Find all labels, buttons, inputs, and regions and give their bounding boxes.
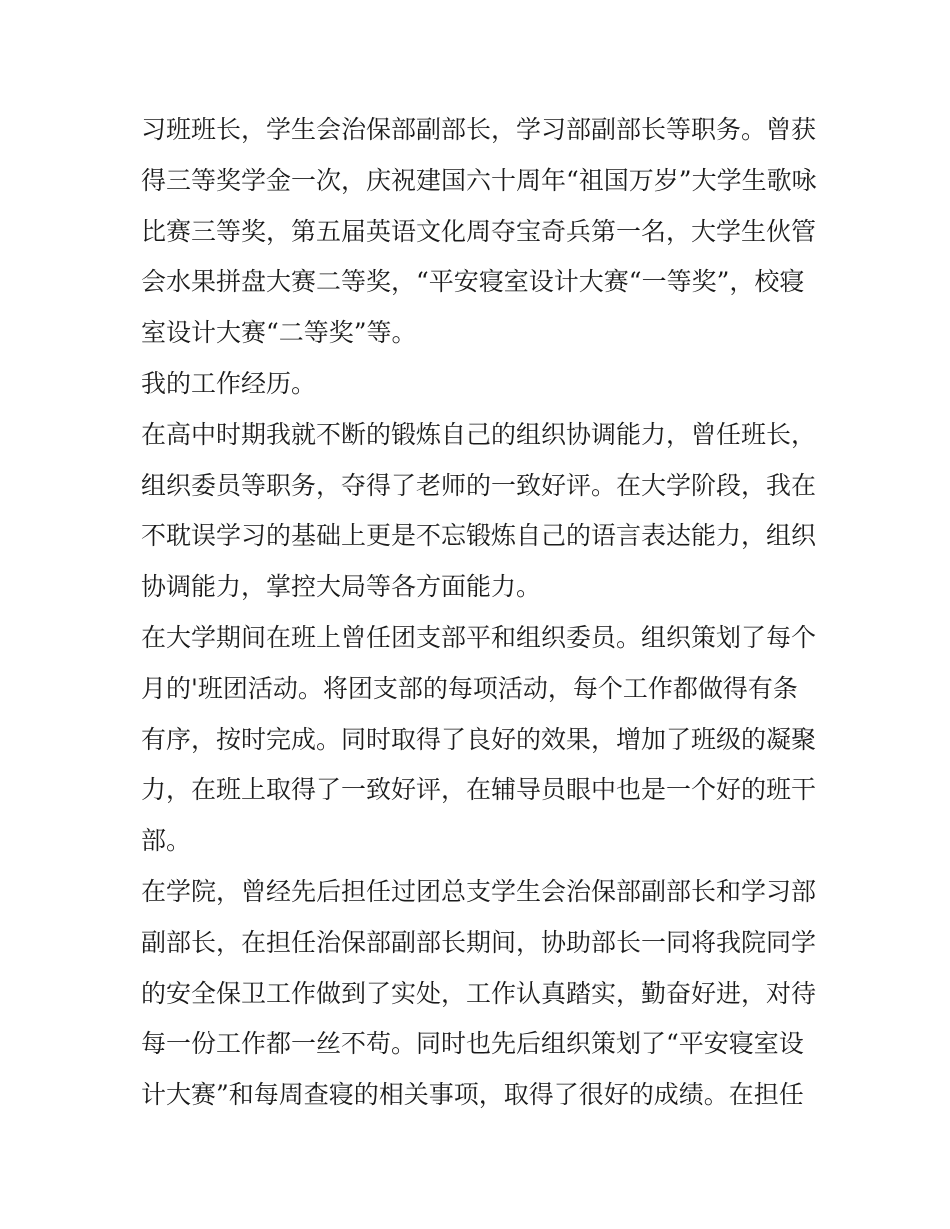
text-line-16: 在学院，曾经先后担任过团总支学生会治保部副部长和学习部 [141, 876, 817, 906]
text-line-13: 有序，按时完成。同时取得了良好的效果，增加了班级的凝聚 [141, 724, 817, 754]
text-line-11: 在大学期间在班上曾任团支部平和组织委员。组织策划了每个 [141, 622, 817, 652]
text-line-3: 比赛三等奖，第五届英语文化周夺宝奇兵第一名，大学生伙管 [141, 216, 817, 246]
text-line-5: 室设计大赛“二等奖”等。 [141, 318, 417, 348]
text-line-15: 部。 [141, 826, 192, 856]
text-line-7: 在高中时期我就不断的锻炼自己的组织协调能力，曾任班长， [141, 419, 817, 449]
document-body-text [141, 105, 821, 1121]
text-line-2: 得三等奖学金一次，庆祝建国六十周年“祖国万岁”大学生歌咏 [141, 165, 817, 195]
text-line-12: 月的'班团活动。将团支部的每项活动，每个工作都做得有条 [141, 673, 798, 703]
text-line-18: 的安全保卫工作做到了实处，工作认真踏实，勤奋好进，对待 [141, 978, 817, 1008]
text-line-17: 副部长，在担任治保部副部长期间，协助部长一同将我院同学 [141, 927, 817, 957]
text-line-10: 协调能力，掌控大局等各方面能力。 [141, 572, 542, 602]
text-line-20: 计大赛”和每周查寝的相关事项，取得了很好的成绩。在担任 [141, 1080, 804, 1110]
text-line-9: 不耽误学习的基础上更是不忘锻炼自己的语言表达能力，组织 [141, 521, 817, 551]
section-heading-work-experience: 我的工作经历。 [141, 368, 317, 398]
text-line-8: 组织委员等职务，夺得了老师的一致好评。在大学阶段，我在 [141, 470, 817, 500]
text-line-4: 会水果拼盘大赛二等奖，“平安寝室设计大赛“一等奖”，校寝 [141, 267, 805, 297]
text-line-19: 每一份工作都一丝不苟。同时也先后组织策划了“平安寝室设 [141, 1029, 804, 1059]
text-line-14: 力，在班上取得了一致好评，在辅导员眼中也是一个好的班干 [141, 775, 817, 805]
text-line-1: 习班班长，学生会治保部副部长，学习部副部长等职务。曾获 [141, 115, 817, 144]
